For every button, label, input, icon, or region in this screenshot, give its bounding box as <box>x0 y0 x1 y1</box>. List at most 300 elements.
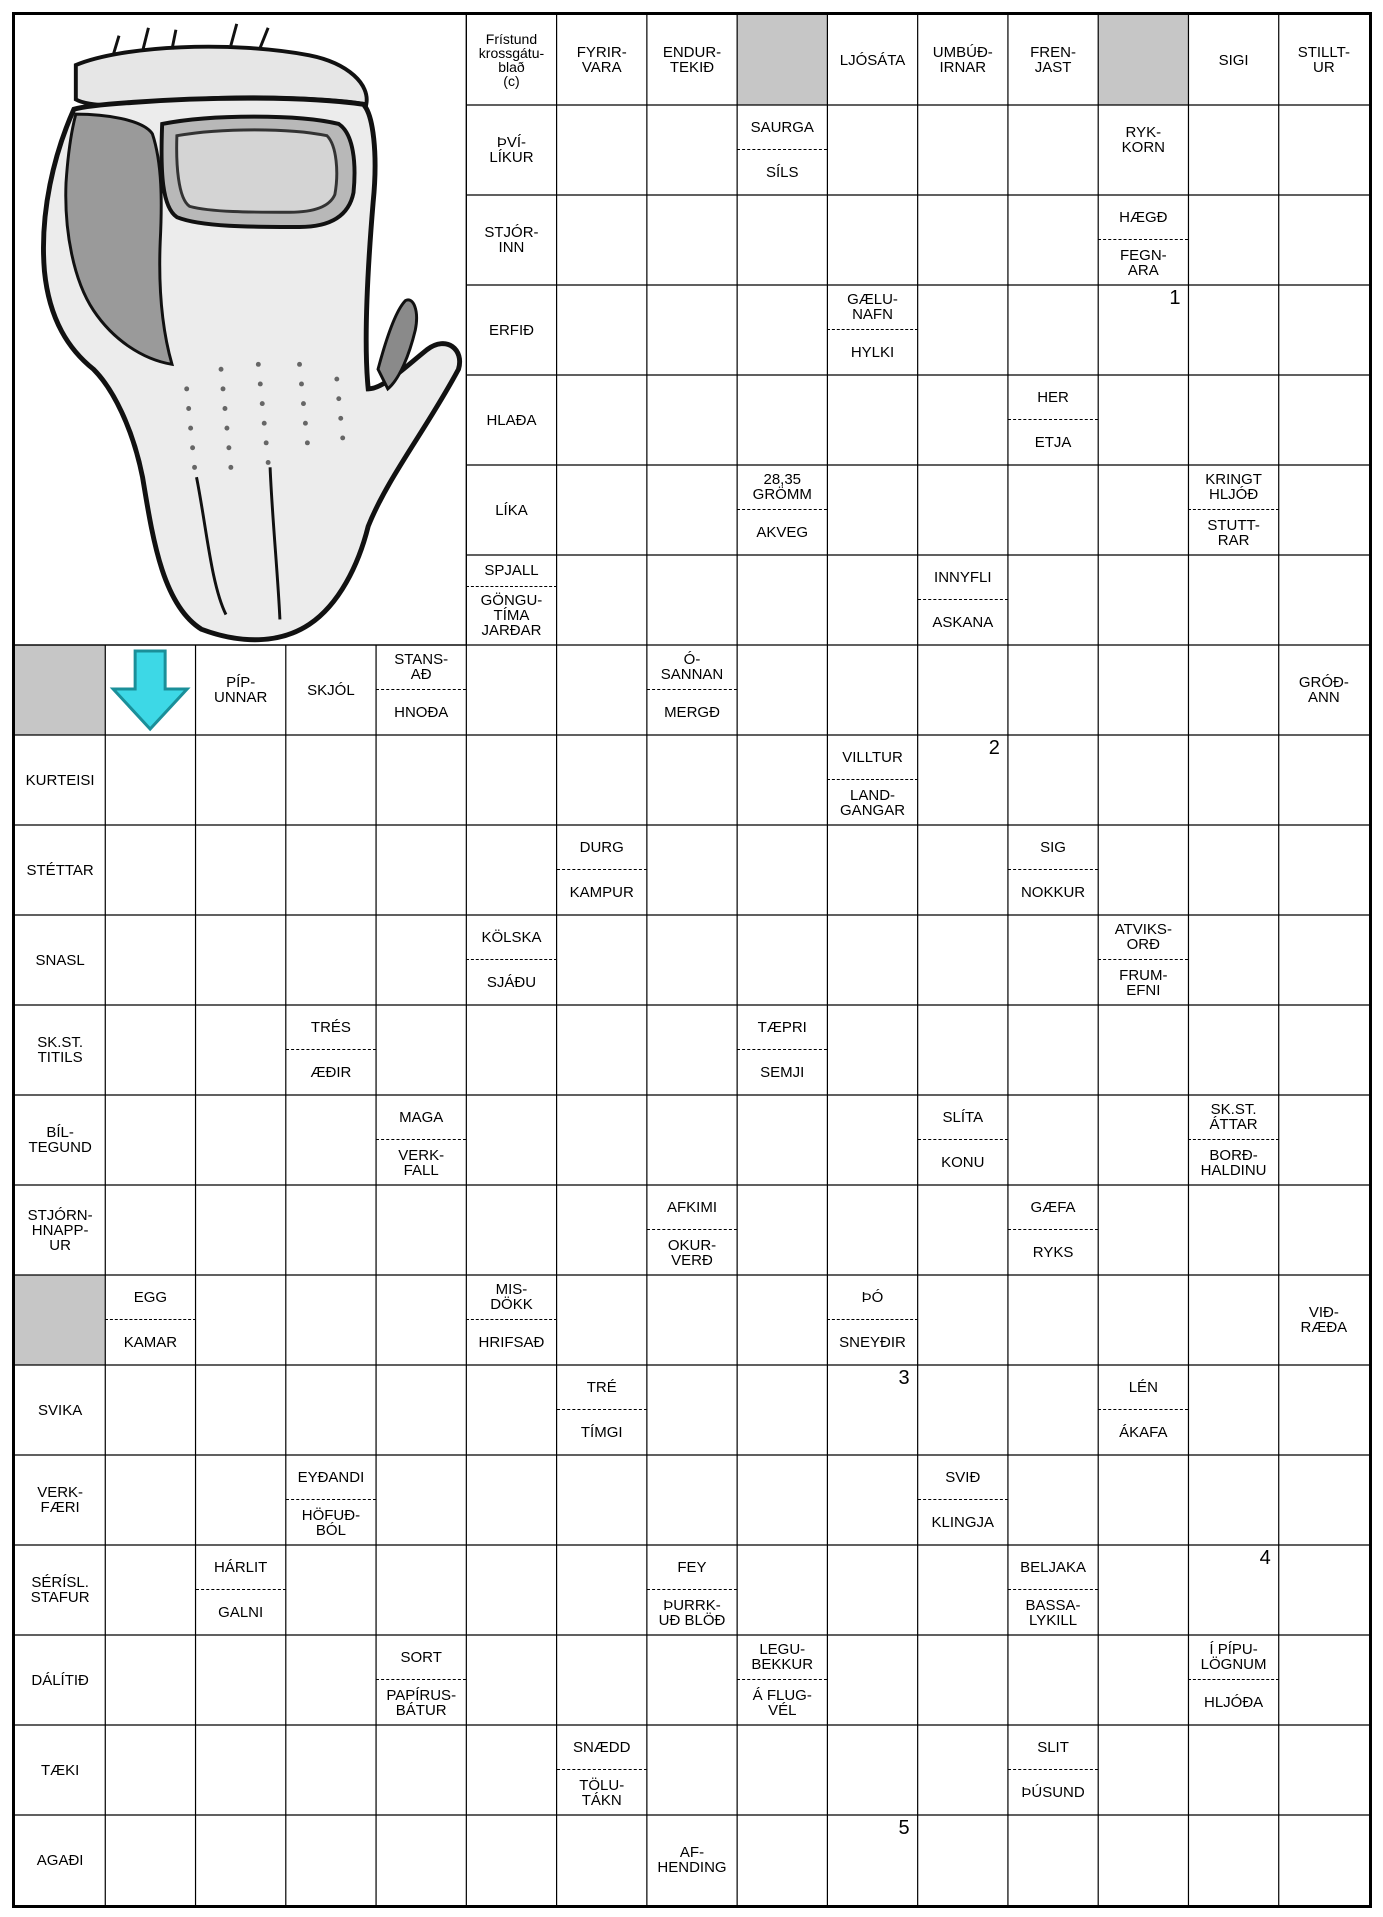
answer-cell[interactable] <box>1188 195 1278 285</box>
answer-cell[interactable] <box>1188 735 1278 825</box>
answer-cell[interactable] <box>1188 1005 1278 1095</box>
clue-text-top: INNYFLI <box>918 555 1008 600</box>
clue-text-bottom: PAPÍRUS- BÁTUR <box>386 1686 457 1719</box>
answer-cell[interactable] <box>196 1455 286 1545</box>
answer-cell[interactable] <box>737 1545 827 1635</box>
clue-text-top: FEY <box>647 1545 737 1590</box>
answer-cell[interactable] <box>647 1005 737 1095</box>
solution-number: 1 <box>1169 287 1181 309</box>
clue-text-top: EGG <box>105 1275 195 1320</box>
answer-cell[interactable] <box>105 735 195 825</box>
answer-cell[interactable] <box>196 1635 286 1725</box>
answer-cell[interactable] <box>647 1455 737 1545</box>
answer-cell[interactable] <box>1188 285 1278 375</box>
answer-cell[interactable] <box>466 1725 556 1815</box>
answer-cell[interactable] <box>1098 285 1188 375</box>
clue-text-bottom: SJÁÐU <box>486 974 537 991</box>
blocked-cell <box>15 1275 105 1365</box>
answer-cell[interactable] <box>1188 105 1278 195</box>
answer-cell[interactable] <box>105 1455 195 1545</box>
answer-cell[interactable] <box>737 1815 827 1905</box>
answer-cell[interactable] <box>466 825 556 915</box>
clue-text: STILLT- UR <box>1297 44 1350 76</box>
answer-cell[interactable] <box>105 1185 195 1275</box>
answer-cell[interactable] <box>286 1365 376 1455</box>
answer-cell[interactable] <box>918 1275 1008 1365</box>
answer-cell[interactable] <box>1008 1365 1098 1455</box>
solution-number: 4 <box>1259 1547 1271 1569</box>
answer-cell[interactable] <box>196 1095 286 1185</box>
answer-cell[interactable] <box>647 735 737 825</box>
answer-cell[interactable] <box>827 1635 917 1725</box>
answer-cell[interactable] <box>105 1725 195 1815</box>
answer-cell[interactable] <box>557 195 647 285</box>
answer-cell[interactable] <box>1279 915 1369 1005</box>
clue-text-bottom: MERGÐ <box>664 704 720 721</box>
clue-cell <box>466 195 556 285</box>
clue-text-bottom: SNEYÐIR <box>839 1334 906 1351</box>
answer-cell[interactable] <box>1098 555 1188 645</box>
answer-cell[interactable] <box>557 1455 647 1545</box>
answer-cell[interactable] <box>737 1095 827 1185</box>
clue-text-top: HÆGÐ <box>1098 195 1188 240</box>
clue-text: RYK- KORN <box>1121 124 1165 156</box>
answer-cell[interactable] <box>1188 1725 1278 1815</box>
answer-cell[interactable] <box>376 1725 466 1815</box>
answer-cell[interactable] <box>557 735 647 825</box>
answer-cell[interactable] <box>196 1275 286 1365</box>
clue-cell <box>1008 825 1098 915</box>
answer-cell[interactable] <box>827 555 917 645</box>
answer-cell[interactable] <box>196 1725 286 1815</box>
clue-text: AF- HENDING <box>657 1844 727 1876</box>
answer-cell[interactable] <box>827 1545 917 1635</box>
answer-cell[interactable] <box>737 825 827 915</box>
answer-cell[interactable] <box>647 285 737 375</box>
answer-cell[interactable] <box>1188 1455 1278 1545</box>
answer-cell[interactable] <box>1098 1185 1188 1275</box>
answer-cell[interactable] <box>1008 465 1098 555</box>
clue-text-bottom: NOKKUR <box>1020 884 1086 901</box>
answer-cell[interactable] <box>196 1185 286 1275</box>
answer-cell[interactable] <box>918 105 1008 195</box>
clue-text-bottom: KLINGJA <box>931 1514 995 1531</box>
answer-cell[interactable] <box>918 1635 1008 1725</box>
answer-cell[interactable] <box>737 285 827 375</box>
answer-cell[interactable] <box>1279 195 1369 285</box>
clue-text-bottom: KONU <box>941 1154 985 1171</box>
answer-cell[interactable] <box>557 1005 647 1095</box>
clue-text-bottom: STUTT- RAR <box>1207 516 1260 549</box>
answer-cell[interactable] <box>1098 825 1188 915</box>
clue-text-top: SIG <box>1008 825 1098 870</box>
clue-cell <box>376 645 466 735</box>
clue-text-bottom: BORÐ- HALDINU <box>1200 1146 1267 1179</box>
answer-cell[interactable] <box>647 1275 737 1365</box>
answer-cell[interactable] <box>376 825 466 915</box>
answer-cell[interactable] <box>827 915 917 1005</box>
answer-cell[interactable] <box>827 645 917 735</box>
answer-cell[interactable] <box>918 1815 1008 1905</box>
answer-cell[interactable] <box>1098 1455 1188 1545</box>
clue-text-bottom: HYLKI <box>850 344 895 361</box>
clue-cell <box>647 15 737 105</box>
answer-cell[interactable] <box>647 1635 737 1725</box>
answer-cell[interactable] <box>105 1815 195 1905</box>
answer-cell[interactable] <box>1098 645 1188 735</box>
answer-cell[interactable] <box>918 285 1008 375</box>
answer-cell[interactable] <box>827 1005 917 1095</box>
answer-cell[interactable] <box>1188 915 1278 1005</box>
answer-cell[interactable] <box>1188 645 1278 735</box>
answer-cell[interactable] <box>376 1545 466 1635</box>
answer-cell[interactable] <box>1279 1455 1369 1545</box>
answer-cell[interactable] <box>196 825 286 915</box>
answer-cell[interactable] <box>737 375 827 465</box>
answer-cell[interactable] <box>1279 1545 1369 1635</box>
answer-cell[interactable] <box>557 465 647 555</box>
answer-cell[interactable] <box>1098 1275 1188 1365</box>
answer-cell[interactable] <box>1008 645 1098 735</box>
answer-cell[interactable] <box>466 1095 556 1185</box>
clue-text-bottom: FRUM- EFNI <box>1119 966 1168 999</box>
answer-cell[interactable] <box>647 465 737 555</box>
answer-cell[interactable] <box>1279 1185 1369 1275</box>
clue-cell <box>1279 645 1369 735</box>
answer-cell[interactable] <box>1279 555 1369 645</box>
answer-cell[interactable] <box>286 1185 376 1275</box>
answer-cell[interactable] <box>376 1365 466 1455</box>
answer-cell[interactable] <box>918 1185 1008 1275</box>
answer-cell[interactable] <box>737 1365 827 1455</box>
answer-cell[interactable] <box>1098 1725 1188 1815</box>
answer-cell[interactable] <box>827 1455 917 1545</box>
answer-cell[interactable] <box>918 1365 1008 1455</box>
answer-cell[interactable] <box>1098 1545 1188 1635</box>
answer-cell[interactable] <box>918 1005 1008 1095</box>
answer-cell[interactable] <box>1008 1005 1098 1095</box>
clue-cell <box>1008 1185 1098 1275</box>
clue-cell <box>557 1365 647 1455</box>
answer-cell[interactable] <box>647 195 737 285</box>
answer-cell[interactable] <box>1188 555 1278 645</box>
clue-text-bottom: RYKS <box>1032 1244 1074 1261</box>
answer-cell[interactable] <box>1188 1275 1278 1365</box>
answer-cell[interactable] <box>1008 915 1098 1005</box>
clue-cell <box>15 1185 105 1275</box>
clue-text-bottom: LAND- GANGAR <box>840 786 906 819</box>
answer-cell[interactable] <box>105 915 195 1005</box>
clue-text-top: GÆLU- NAFN <box>827 285 917 330</box>
clue-text-top: TRÉ <box>557 1365 647 1410</box>
answer-cell[interactable] <box>105 825 195 915</box>
answer-cell[interactable] <box>557 1815 647 1905</box>
clue-cell <box>15 1815 105 1905</box>
answer-cell[interactable] <box>918 375 1008 465</box>
answer-cell[interactable] <box>376 1815 466 1905</box>
answer-cell[interactable] <box>918 195 1008 285</box>
answer-cell[interactable] <box>286 825 376 915</box>
answer-cell[interactable] <box>286 735 376 825</box>
clue-cell <box>557 825 647 915</box>
answer-cell[interactable] <box>827 375 917 465</box>
answer-cell[interactable] <box>1098 1635 1188 1725</box>
clue-text-bottom: ETJA <box>1034 434 1072 451</box>
clue-cell <box>557 15 647 105</box>
answer-cell[interactable] <box>918 915 1008 1005</box>
answer-cell[interactable] <box>827 195 917 285</box>
clue-text: STÉTTAR <box>26 861 94 879</box>
answer-cell[interactable] <box>1188 825 1278 915</box>
answer-cell[interactable] <box>827 1815 917 1905</box>
answer-cell[interactable] <box>1098 1815 1188 1905</box>
answer-cell[interactable] <box>1188 1185 1278 1275</box>
answer-cell[interactable] <box>827 1365 917 1455</box>
answer-cell[interactable] <box>105 1365 195 1455</box>
clue-cell <box>918 555 1008 645</box>
answer-cell[interactable] <box>105 1635 195 1725</box>
answer-cell[interactable] <box>918 825 1008 915</box>
answer-cell[interactable] <box>1008 195 1098 285</box>
answer-cell[interactable] <box>557 1545 647 1635</box>
clue-cell <box>1279 1275 1369 1365</box>
answer-cell[interactable] <box>286 1815 376 1905</box>
clue-cell <box>918 1455 1008 1545</box>
clue-text: SIGI <box>1218 51 1249 69</box>
answer-cell[interactable] <box>737 1185 827 1275</box>
clue-text-top: LEGU- BEKKUR <box>737 1635 827 1680</box>
answer-cell[interactable] <box>286 1095 376 1185</box>
answer-cell[interactable] <box>827 1725 917 1815</box>
answer-cell[interactable] <box>737 735 827 825</box>
clue-text: SÉRÍSL. STAFUR <box>30 1574 90 1606</box>
answer-cell[interactable] <box>1279 1365 1369 1455</box>
answer-cell[interactable] <box>1008 285 1098 375</box>
answer-cell[interactable] <box>1279 375 1369 465</box>
answer-cell[interactable] <box>1279 285 1369 375</box>
answer-cell[interactable] <box>1008 105 1098 195</box>
answer-cell[interactable] <box>376 1185 466 1275</box>
answer-cell[interactable] <box>557 915 647 1005</box>
answer-cell[interactable] <box>1279 1815 1369 1905</box>
answer-cell[interactable] <box>1008 555 1098 645</box>
answer-cell[interactable] <box>466 1005 556 1095</box>
answer-cell[interactable] <box>1188 1365 1278 1455</box>
answer-cell[interactable] <box>1098 735 1188 825</box>
clue-text: FREN- JAST <box>1030 44 1076 76</box>
answer-cell[interactable] <box>1279 1095 1369 1185</box>
answer-cell[interactable] <box>557 1275 647 1365</box>
answer-cell[interactable] <box>376 1275 466 1365</box>
answer-cell[interactable] <box>286 1635 376 1725</box>
crossword-board <box>12 12 1372 1908</box>
answer-cell[interactable] <box>1008 1635 1098 1725</box>
answer-cell[interactable] <box>1008 1275 1098 1365</box>
clue-text-bottom: ÞURRK- UÐ BLÖÐ <box>658 1596 726 1629</box>
clue-cell <box>466 915 556 1005</box>
clue-text-top: BELJAKA <box>1008 1545 1098 1590</box>
answer-cell[interactable] <box>1008 1455 1098 1545</box>
answer-cell[interactable] <box>557 375 647 465</box>
clue-text-top: ATVIKS- ORÐ <box>1098 915 1188 960</box>
answer-cell[interactable] <box>286 1545 376 1635</box>
answer-cell[interactable] <box>557 1185 647 1275</box>
answer-cell[interactable] <box>105 1545 195 1635</box>
answer-cell[interactable] <box>557 1635 647 1725</box>
answer-cell[interactable] <box>466 1365 556 1455</box>
answer-cell[interactable] <box>196 1815 286 1905</box>
clue-cell <box>15 1095 105 1185</box>
answer-cell[interactable] <box>1008 1815 1098 1905</box>
answer-cell[interactable] <box>557 645 647 735</box>
glove-icon <box>15 15 466 645</box>
answer-cell[interactable] <box>557 555 647 645</box>
answer-cell[interactable] <box>466 1815 556 1905</box>
clue-text-bottom: VERK- FALL <box>398 1146 445 1179</box>
clue-cell <box>466 1275 556 1365</box>
clue-text-top: KÖLSKA <box>466 915 556 960</box>
clue-cell <box>286 1455 376 1545</box>
answer-cell[interactable] <box>286 915 376 1005</box>
answer-cell[interactable] <box>376 915 466 1005</box>
clue-cell <box>827 15 917 105</box>
clue-text-bottom: ÆÐIR <box>310 1064 352 1081</box>
answer-cell[interactable] <box>737 915 827 1005</box>
answer-cell[interactable] <box>647 1365 737 1455</box>
answer-cell[interactable] <box>1098 465 1188 555</box>
clue-cell <box>737 1635 827 1725</box>
answer-cell[interactable] <box>737 195 827 285</box>
answer-cell[interactable] <box>647 375 737 465</box>
answer-cell[interactable] <box>918 735 1008 825</box>
answer-cell[interactable] <box>376 735 466 825</box>
clue-text-bottom: HNOÐA <box>394 704 449 721</box>
answer-cell[interactable] <box>105 1095 195 1185</box>
clue-cell <box>15 1365 105 1455</box>
clue-cell <box>1098 105 1188 195</box>
clue-cell <box>827 735 917 825</box>
answer-cell[interactable] <box>918 1545 1008 1635</box>
answer-cell[interactable] <box>1188 1545 1278 1635</box>
answer-cell[interactable] <box>647 1725 737 1815</box>
clue-cell <box>1188 1095 1278 1185</box>
clue-text: VERK- FÆRI <box>37 1484 84 1516</box>
clue-text: SKJÓL <box>307 681 355 699</box>
answer-cell[interactable] <box>1008 735 1098 825</box>
clue-text: GRÓÐ- ANN <box>1298 674 1349 706</box>
clue-cell <box>196 1545 286 1635</box>
clue-text: STJÓRN- HNAPP- UR <box>27 1206 93 1254</box>
clue-cell <box>466 555 556 645</box>
clue-cell <box>1279 15 1369 105</box>
answer-cell[interactable] <box>466 735 556 825</box>
answer-cell[interactable] <box>1279 1005 1369 1095</box>
answer-cell[interactable] <box>1008 1095 1098 1185</box>
answer-cell[interactable] <box>1279 105 1369 195</box>
answer-cell[interactable] <box>466 1455 556 1545</box>
answer-cell[interactable] <box>1279 1725 1369 1815</box>
clue-cell <box>466 375 556 465</box>
answer-cell[interactable] <box>286 1725 376 1815</box>
answer-cell[interactable] <box>647 105 737 195</box>
answer-cell[interactable] <box>1098 1005 1188 1095</box>
clue-text-top: HER <box>1008 375 1098 420</box>
clue-text-top: MIS- DÖKK <box>466 1275 556 1320</box>
answer-cell[interactable] <box>737 1455 827 1545</box>
clue-cell <box>647 1545 737 1635</box>
clue-cell <box>827 1275 917 1365</box>
answer-cell[interactable] <box>918 645 1008 735</box>
answer-cell[interactable] <box>557 285 647 375</box>
answer-cell[interactable] <box>737 555 827 645</box>
answer-cell[interactable] <box>466 1635 556 1725</box>
clue-text: HLAÐA <box>486 411 537 429</box>
answer-cell[interactable] <box>827 1185 917 1275</box>
answer-cell[interactable] <box>1279 465 1369 555</box>
answer-cell[interactable] <box>827 825 917 915</box>
answer-cell[interactable] <box>196 1365 286 1455</box>
answer-cell[interactable] <box>196 1005 286 1095</box>
answer-cell[interactable] <box>1279 1635 1369 1725</box>
clue-text-bottom: OKUR- VERÐ <box>667 1236 717 1269</box>
answer-cell[interactable] <box>827 1095 917 1185</box>
clue-text-top: HÁRLIT <box>196 1545 286 1590</box>
answer-cell[interactable] <box>1098 375 1188 465</box>
clue-text: KURTEISI <box>25 771 95 789</box>
answer-cell[interactable] <box>557 1095 647 1185</box>
answer-cell[interactable] <box>466 645 556 735</box>
clue-text: VIÐ- RÆÐA <box>1300 1304 1348 1336</box>
answer-cell[interactable] <box>286 1275 376 1365</box>
answer-cell[interactable] <box>737 645 827 735</box>
answer-cell[interactable] <box>647 555 737 645</box>
clue-cell <box>196 645 286 735</box>
clue-cell <box>647 645 737 735</box>
answer-cell[interactable] <box>918 465 1008 555</box>
answer-cell[interactable] <box>376 1455 466 1545</box>
clue-text-bottom: BASSA- LYKILL <box>1025 1596 1081 1629</box>
answer-cell[interactable] <box>737 1725 827 1815</box>
answer-cell[interactable] <box>1279 735 1369 825</box>
answer-cell[interactable] <box>196 915 286 1005</box>
answer-cell[interactable] <box>105 1005 195 1095</box>
blocked-cell <box>15 645 105 735</box>
answer-cell[interactable] <box>376 1005 466 1095</box>
answer-cell[interactable] <box>557 105 647 195</box>
answer-cell[interactable] <box>466 1185 556 1275</box>
answer-cell[interactable] <box>1188 1815 1278 1905</box>
answer-cell[interactable] <box>647 915 737 1005</box>
answer-cell[interactable] <box>466 1545 556 1635</box>
answer-cell[interactable] <box>647 1095 737 1185</box>
clue-cell <box>286 1005 376 1095</box>
clue-cell <box>15 1635 105 1725</box>
clue-cell <box>15 735 105 825</box>
answer-cell[interactable] <box>1098 1095 1188 1185</box>
answer-cell[interactable] <box>1279 825 1369 915</box>
answer-cell[interactable] <box>196 735 286 825</box>
answer-cell[interactable] <box>827 465 917 555</box>
clue-text-top: SAURGA <box>737 105 827 150</box>
answer-cell[interactable] <box>1188 375 1278 465</box>
clue-text: SVIKA <box>38 1401 83 1419</box>
answer-cell[interactable] <box>737 1275 827 1365</box>
answer-cell[interactable] <box>647 825 737 915</box>
answer-cell[interactable] <box>918 1725 1008 1815</box>
clue-text: BÍL- TEGUND <box>28 1124 92 1156</box>
clue-text: SNASL <box>35 951 85 969</box>
answer-cell[interactable] <box>827 105 917 195</box>
